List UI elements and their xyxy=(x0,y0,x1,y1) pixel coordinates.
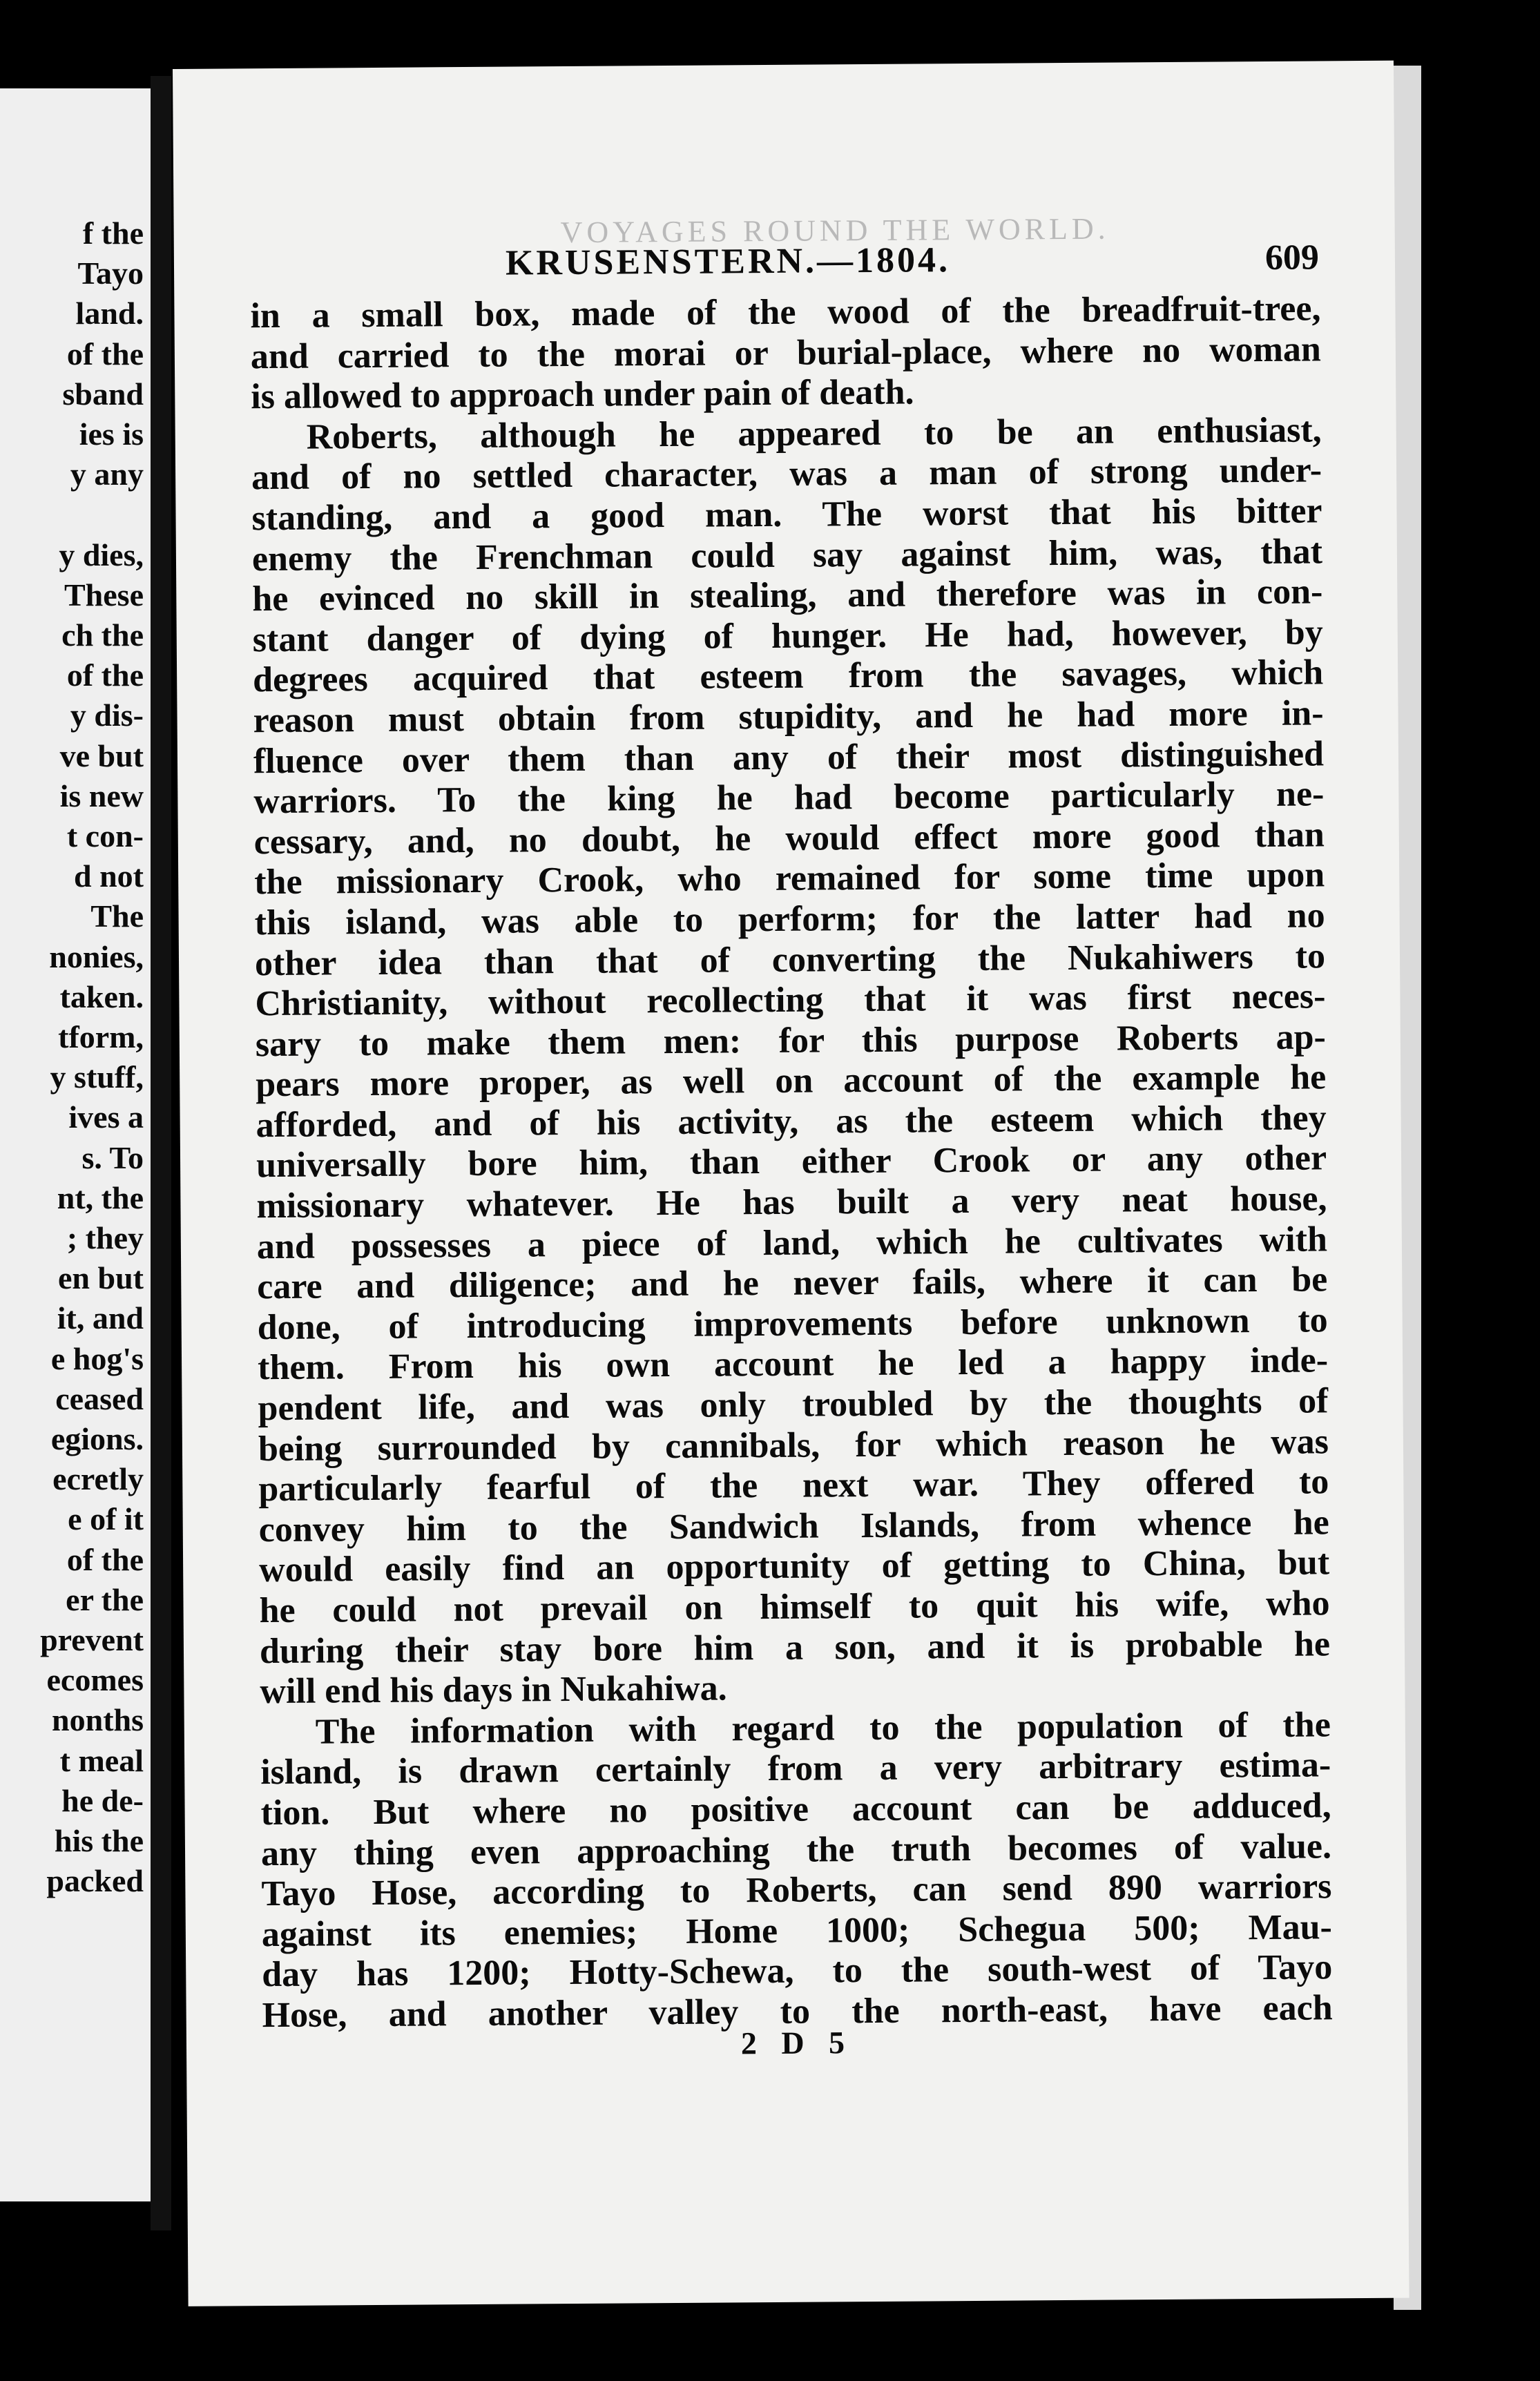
text-line: this island, was able to perform; for the latter had no xyxy=(254,896,1325,943)
facing-page-line: ives a xyxy=(68,1099,144,1135)
facing-page-line: s. To xyxy=(81,1139,144,1175)
text-line: day has 1200; Hotty-Schewa, to the south-west of Tayo xyxy=(262,1947,1333,1995)
text-line: warriors. To the king he had become particularly ne- xyxy=(253,774,1325,822)
facing-page-line: Tayo xyxy=(77,256,144,291)
facing-page-line: ve but xyxy=(59,738,144,773)
text-line: and carried to the morai or burial-place, where no woman xyxy=(250,329,1322,376)
book-gutter xyxy=(151,76,171,2230)
facing-page-line: land. xyxy=(75,296,144,331)
facing-page-line: taken. xyxy=(59,979,144,1014)
facing-page-line: The xyxy=(90,898,144,934)
text-line: and of no settled character, was a man of strong under- xyxy=(251,450,1322,498)
facing-page-line: of the xyxy=(66,657,144,693)
facing-page-line: tform, xyxy=(58,1019,144,1054)
text-line: tion. But where no positive account can be adduced, xyxy=(260,1786,1331,1833)
facing-page-line: t meal xyxy=(59,1742,144,1778)
text-line: being surrounded by cannibals, for which reason he was xyxy=(258,1421,1329,1469)
text-line: island, is drawn certainly from a very arbitrary estima- xyxy=(260,1745,1331,1793)
text-line: any thing even approaching the truth becomes of value. xyxy=(260,1826,1332,1873)
facing-page-line: ecomes xyxy=(46,1662,144,1698)
page-number: 609 xyxy=(1264,238,1320,278)
text-line: during their stay bore him a son, and it is probable he xyxy=(259,1623,1331,1671)
facing-page-line: These xyxy=(64,577,144,613)
text-line: fluence over them than any of their most distinguished xyxy=(253,733,1325,781)
text-line: degrees acquired that esteem from the savages, which xyxy=(252,653,1324,700)
facing-page-line: his the xyxy=(54,1823,144,1858)
text-line: sary to make them men: for this purpose Roberts ap- xyxy=(255,1017,1327,1064)
text-line: Tayo Hose, according to Roberts, can send 890 warriors xyxy=(261,1867,1332,1914)
text-line: The information with regard to the population of the xyxy=(315,1705,1331,1752)
text-line: Christianity, without recollecting that it was first neces- xyxy=(255,976,1326,1024)
text-line: would easily find an opportunity of getting to China, but xyxy=(258,1543,1330,1590)
text-line: against its enemies; Home 1000; Schegua 500; Mau- xyxy=(261,1907,1333,1954)
facing-page-line: is new xyxy=(59,778,144,813)
body-text xyxy=(250,289,1333,2036)
text-line: cessary, and, no doubt, he would effect more good than xyxy=(253,815,1325,862)
facing-page-line: nt, the xyxy=(57,1179,144,1215)
facing-page-line: sband xyxy=(62,376,144,412)
facing-page-fragment xyxy=(0,88,151,2201)
bleed-through-text: VOYAGES ROUND THE WORLD. xyxy=(560,211,1110,250)
text-line: universally bore him, than either Crook or any other xyxy=(256,1138,1327,1186)
facing-page-line: ch the xyxy=(61,617,144,653)
facing-page-line: egions. xyxy=(50,1421,144,1456)
facing-page-line: y dis- xyxy=(70,697,144,733)
signature-mark: 2 D 5 xyxy=(740,2025,854,2061)
facing-page-line: f the xyxy=(82,215,144,251)
facing-page-line: ceased xyxy=(55,1380,144,1416)
facing-page-line: e of it xyxy=(68,1501,144,1537)
book-page xyxy=(173,61,1409,2306)
text-line: particularly fearful of the next war. They offered to xyxy=(258,1462,1329,1510)
facing-page-line: y stuff, xyxy=(50,1059,144,1095)
facing-page-line: y any xyxy=(70,456,144,492)
facing-page-line: t con- xyxy=(66,818,144,854)
facing-page-line: ; they xyxy=(66,1220,144,1255)
facing-page-line: packed xyxy=(46,1863,144,1899)
text-line: other idea than that of converting the Nukahiwers to xyxy=(254,936,1326,983)
text-line: enemy the Frenchman could say against him, was, that xyxy=(251,531,1323,579)
facing-page-line: nonies, xyxy=(49,938,144,974)
facing-page-line: prevent xyxy=(40,1622,144,1657)
text-line: is allowed to approach under pain of death. xyxy=(251,372,914,417)
text-line: and possesses a piece of land, which he cultivates with xyxy=(256,1220,1328,1266)
facing-page-line: y dies, xyxy=(59,537,144,572)
facing-page-line: en but xyxy=(58,1260,144,1296)
text-line: stant danger of dying of hunger. He had, however, by xyxy=(252,613,1323,659)
facing-page-line: nonths xyxy=(52,1702,144,1738)
facing-page-line: of the xyxy=(66,1541,144,1577)
text-line: them. From his own account he led a happy inde- xyxy=(257,1340,1329,1388)
facing-page-line: ies is xyxy=(79,416,144,452)
text-line: he evinced no skill in stealing, and therefore was in con- xyxy=(252,572,1323,619)
text-line: missionary whatever. He has built a very neat house, xyxy=(256,1179,1327,1226)
text-line: convey him to the Sandwich Islands, from whence he xyxy=(258,1503,1329,1550)
facing-page-line: it, and xyxy=(57,1300,144,1336)
page-header xyxy=(174,237,1395,293)
text-line: he could not prevail on himself to quit his wife, who xyxy=(259,1583,1330,1631)
text-line: pendent life, and was only troubled by the thoughts of xyxy=(258,1381,1329,1429)
text-line: care and diligence; and he never fails, where it can be xyxy=(257,1260,1328,1307)
running-title: KRUSENSTERN.—1804. xyxy=(505,240,951,283)
text-line: afforded, and of his activity, as the esteem which they xyxy=(256,1098,1327,1146)
text-line: Hose, and another valley to the north-east, have each xyxy=(262,1988,1333,2036)
facing-page-line: of the xyxy=(66,336,144,372)
text-line: the missionary Crook, who remained for some time upon xyxy=(254,855,1325,903)
text-line: pears more proper, as well on account of the example he xyxy=(256,1057,1327,1105)
facing-page-line: d not xyxy=(74,858,144,894)
text-line: Roberts, although he appeared to be an enthusiast, xyxy=(306,410,1322,457)
facing-page-line: ecretly xyxy=(52,1461,144,1497)
text-line: standing, and a good man. The worst that his bitter xyxy=(251,491,1322,539)
text-line: will end his days in Nukahiwa. xyxy=(260,1668,727,1712)
facing-page-line: e hog's xyxy=(50,1340,144,1376)
text-line: in a small box, made of the wood of the breadfruit-tree, xyxy=(250,289,1321,336)
facing-page-line: he de- xyxy=(61,1782,144,1818)
text-line: done, of introducing improvements before unknown to xyxy=(257,1300,1328,1348)
text-line: reason must obtain from stupidity, and he had more in- xyxy=(253,693,1324,741)
facing-page-line: er the xyxy=(66,1581,144,1617)
